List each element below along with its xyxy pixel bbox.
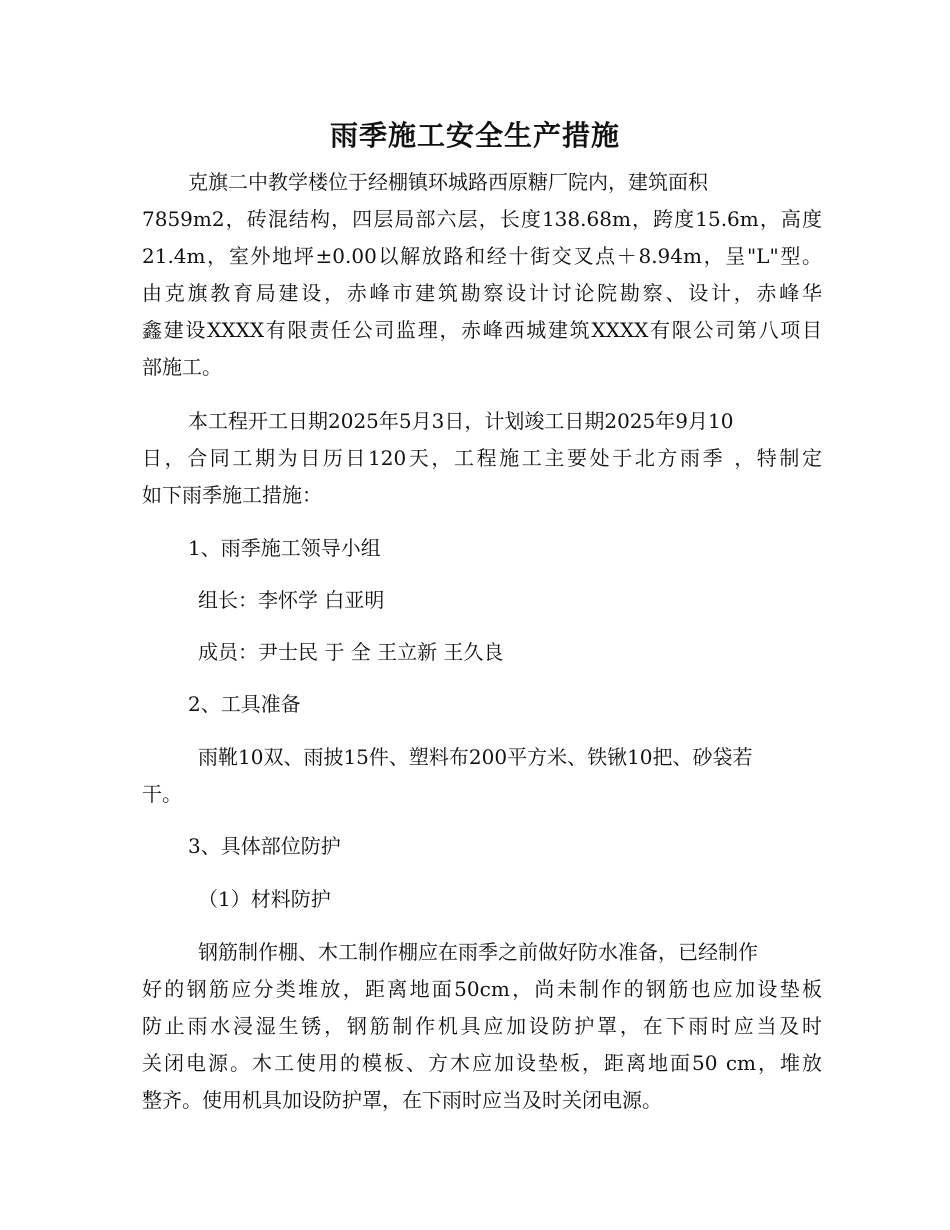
paragraph-3-line-4: 关闭电源。木工使用的模板、方木应加设垫板，距离地面50 cm，堆放 [142,1051,822,1075]
paragraph-3-line-5: 整齐。使用机具加设防护罩，在下雨时应当及时关闭电源。 [142,1088,662,1112]
tools-line-1: 雨靴10双、雨披15件、塑料布200平方米、铁锹10把、砂袋若 [198,745,753,769]
paragraph-1-line-4: 由克旗教育局建设，赤峰市建筑勘察设计讨论院勘察、设计，赤峰华 [142,281,822,305]
paragraph-2-line-1: 本工程开工日期2025年5月3日，计划竣工日期2025年9月10 [188,409,734,433]
group-members: 成员：尹士民 于 全 王立新 王久良 [198,640,504,664]
paragraph-1-line-1: 克旗二中教学楼位于经棚镇环城路西原糖厂院内，建筑面积 [188,170,708,194]
paragraph-1-line-5: 鑫建设XXXX有限责任公司监理，赤峰西城建筑XXXX有限公司第八项目 [142,318,822,342]
paragraph-1-line-3: 21.4m，室外地坪±0.00以解放路和经十街交叉点＋8.94m，呈"L"型。 [142,244,822,268]
subsection-1-heading: （1）材料防护 [198,887,331,911]
tools-line-2: 干。 [142,782,182,806]
paragraph-1-line-6: 部施工。 [142,355,222,379]
paragraph-2-line-2: 日，合同工期为日历日120天，工程施工主要处于北方雨季 ，特制定 [142,446,822,470]
paragraph-3-line-3: 防止雨水浸湿生锈，钢筋制作机具应加设防护罩，在下雨时应当及时 [142,1014,822,1038]
paragraph-1-line-2: 7859m2，砖混结构，四层局部六层，长度138.68m，跨度15.6m，高度 [142,207,822,231]
paragraph-2-line-3: 如下雨季施工措施： [142,483,322,507]
section-1-heading: 1、雨季施工领导小组 [188,536,381,560]
section-3-heading: 3、具体部位防护 [188,834,341,858]
paragraph-3-line-2: 好的钢筋应分类堆放，距离地面50cm，尚未制作的钢筋也应加设垫板 [142,977,822,1001]
paragraph-3-line-1: 钢筋制作棚、木工制作棚应在雨季之前做好防水准备，已经制作 [198,940,758,964]
section-2-heading: 2、工具准备 [188,692,301,716]
group-leaders: 组长：李怀学 白亚明 [198,588,385,612]
document-title: 雨季施工安全生产措施 [329,119,620,152]
